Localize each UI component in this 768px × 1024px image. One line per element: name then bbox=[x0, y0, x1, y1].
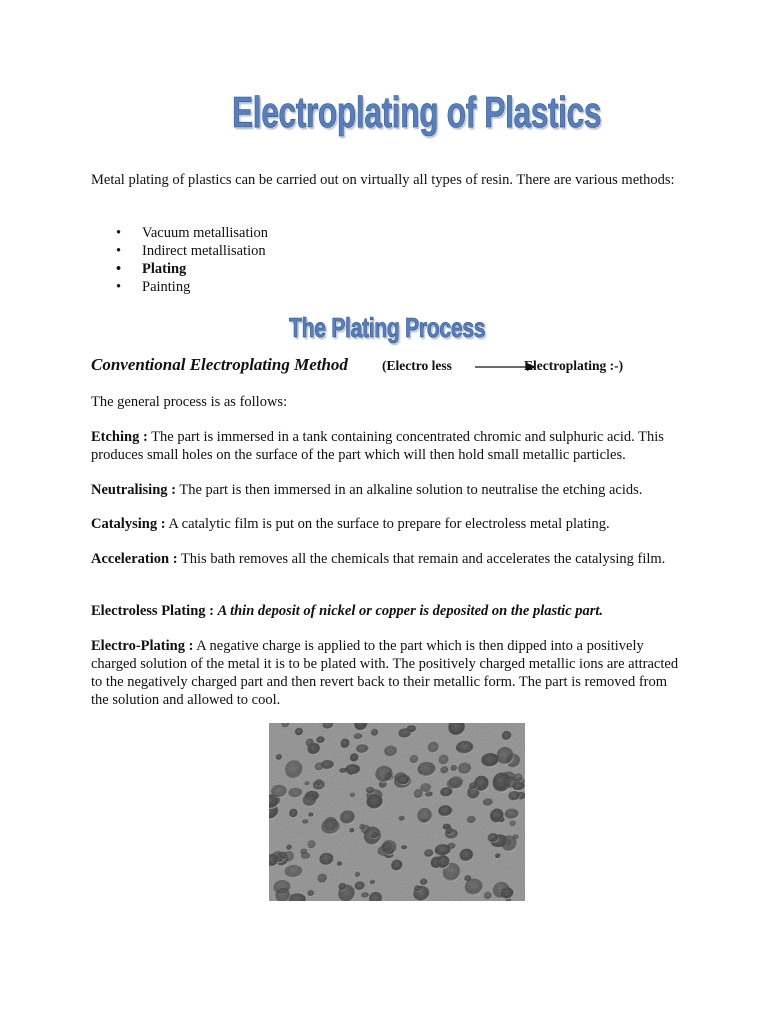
intro-paragraph: Metal plating of plastics can be carried out on virtually all types of resin. There are various methods: bbox=[91, 172, 675, 188]
flow-to-label: Electroplating :-) bbox=[524, 358, 624, 373]
step-acceleration bbox=[91, 550, 671, 568]
etched-surface-micrograph bbox=[269, 723, 525, 901]
step-text: The part is immersed in a tank containing concentrated chromic and sulphuric acid. This produces small holes on the surface of the part which will then hold small metallic particles. bbox=[91, 429, 664, 463]
step-etching bbox=[91, 428, 691, 464]
step-catalysing bbox=[91, 515, 691, 533]
flow-from-label: (Electro less bbox=[382, 358, 452, 373]
step-neutralising bbox=[91, 481, 691, 499]
list-item: • Indirect metallisation bbox=[91, 242, 268, 260]
step-text: A catalytic film is put on the surface to prepare for electroless metal plating. bbox=[165, 516, 610, 532]
methods-list bbox=[91, 224, 268, 296]
step-text: This bath removes all the chemicals that remain and accelerates the catalysing film. bbox=[177, 551, 666, 567]
step-text: The part is then immersed in an alkaline solution to neutralise the etching acids. bbox=[175, 482, 643, 498]
document-title: Electroplating of Plastics bbox=[232, 88, 602, 137]
section-title: The Plating Process bbox=[289, 312, 486, 343]
step-electro-plating bbox=[91, 637, 681, 709]
step-term: Etching : bbox=[91, 429, 148, 445]
step-text: A thin deposit of nickel or copper is deposited on the plastic part. bbox=[217, 603, 604, 619]
step-electroless-plating bbox=[91, 602, 691, 620]
step-term: Electro-Plating : bbox=[91, 638, 194, 654]
step-term: Electroless Plating : bbox=[91, 603, 214, 619]
step-term: Neutralising : bbox=[91, 482, 176, 498]
list-item: • Painting bbox=[91, 278, 268, 296]
method-heading: Conventional Electroplating Method bbox=[91, 355, 348, 374]
list-item: • Vacuum metallisation bbox=[91, 224, 268, 242]
list-item: • Plating bbox=[91, 260, 268, 278]
step-term: Catalysing : bbox=[91, 516, 166, 532]
general-intro: The general process is as follows: bbox=[91, 394, 288, 410]
step-term: Acceleration : bbox=[91, 551, 178, 567]
step-text: A negative charge is applied to the part which is then dipped into a positively charged solution of the metal it is to be plated with. The positively charged metallic ions are attracted to the negatively charged part and then revert back to their metallic form. The part is removed from the solution and allowed to cool. bbox=[91, 638, 679, 708]
